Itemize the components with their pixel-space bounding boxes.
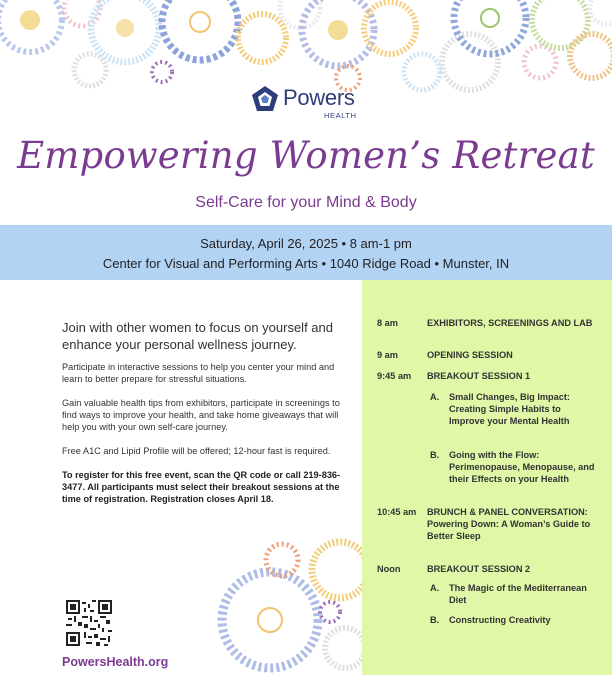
schedule-time: 8 am (377, 318, 398, 328)
paragraph-sessions: Participate in interactive sessions to help you center your mind and learn to better prepare for stressful situations. (62, 362, 335, 384)
schedule-time: 9 am (377, 350, 398, 360)
schedule-time: 10:45 am (377, 507, 417, 517)
flower-decoration-bottom (190, 520, 370, 675)
schedule-event-detail: Powering Down: A Woman’s Guide to Better Sleep (427, 519, 591, 541)
schedule-time: Noon (377, 564, 401, 574)
schedule-event-title: BRUNCH & PANEL CONVERSATION: (427, 507, 588, 517)
paragraph-screening: Free A1C and Lipid Profile will be offered; 12-hour fast is required. (62, 446, 331, 456)
page-title: Empowering Women’s Retreat (17, 134, 595, 177)
qr-code[interactable] (66, 600, 112, 646)
schedule-time: 9:45 am (377, 371, 412, 381)
option-text: Going with the Flow: Perimenopause, Menopause, and their Effects on your Health (449, 450, 595, 484)
page-subtitle: Self-Care for your Mind & Body (195, 194, 417, 211)
schedule-event: OPENING SESSION (427, 350, 513, 360)
option-letter: B. (430, 450, 440, 460)
option-text: The Magic of the Mediterranean Diet (449, 583, 587, 605)
schedule-event (427, 506, 602, 542)
logo-subtext: HEALTH (324, 111, 357, 120)
paragraph-exhibitors: Gain valuable health tips from exhibitors, participate in screenings to find ways to improve your health, and take home giveaways that will help you with your own self-care journey. (62, 398, 340, 432)
option-text: Constructing Creativity (449, 615, 551, 625)
option-letter: B. (430, 615, 440, 625)
website-link[interactable]: PowersHealth.org (62, 655, 169, 669)
event-date: Saturday, April 26, 2025 • 8 am-1 pm (200, 236, 412, 251)
option-letter: A. (430, 392, 440, 402)
logo-name: Powers (283, 85, 355, 110)
powers-health-logo (250, 82, 370, 126)
schedule-event: EXHIBITORS, SCREENINGS AND LAB (427, 318, 593, 328)
event-info-band (0, 225, 612, 280)
event-location: Center for Visual and Performing Arts • 1040 Ridge Road • Munster, IN (102, 256, 510, 271)
registration-text: To register for this free event, scan the QR code or call 219-836-3477. All participants must select their breakout sessions at the time of registration. Registration closes April 18. (62, 470, 341, 504)
intro-text: Join with other women to focus on yourself and enhance your personal wellness journey. (62, 320, 333, 352)
description-column (62, 320, 352, 505)
pentagon-logo-icon (250, 84, 280, 114)
schedule-panel (362, 280, 612, 675)
flower-decoration-top (0, 0, 612, 95)
option-letter: A. (430, 583, 440, 593)
schedule-event: BREAKOUT SESSION 1 (427, 371, 531, 381)
option-text: Small Changes, Big Impact: Creating Simple Habits to Improve your Mental Health (449, 392, 570, 426)
schedule-event: BREAKOUT SESSION 2 (427, 564, 531, 574)
